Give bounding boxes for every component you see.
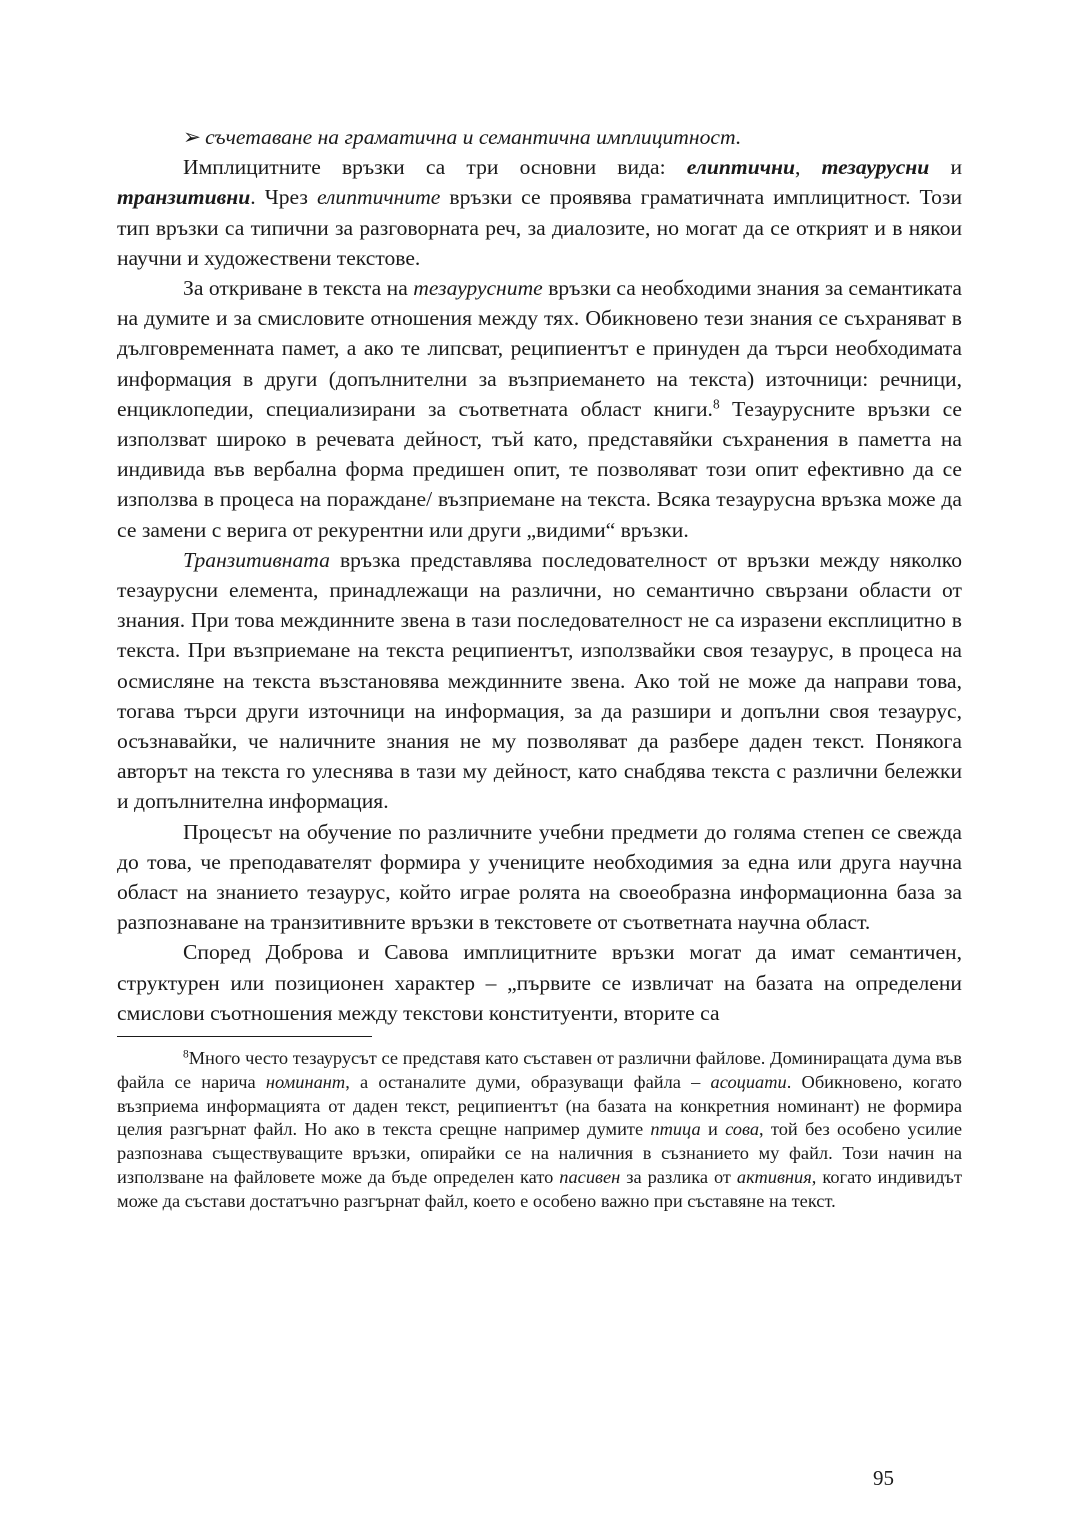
paragraph-2	[117, 273, 962, 545]
text-run: . Обикновено, когато възприема информацията от даден текст, реципиентът (на базата на конкретния номинант) не формира целия разгърнат файл. Но ако в текста срещне например думите	[117, 1071, 962, 1140]
emphasis: активния	[736, 1167, 812, 1188]
emphasis: тезаурусните	[413, 276, 543, 301]
page-content	[117, 122, 962, 1214]
page-number: 95	[873, 1466, 894, 1490]
footnote-8	[117, 1047, 962, 1214]
text-run: Имплицитните връзки са три основни вида:	[183, 155, 687, 180]
text-run: Според Доброва и Савова имплицитните връзки могат да имат семантичен, структурен или позиционен характер – „първите се извличат на базата на определени смислови съотношения между текстови конституенти, вторите са	[117, 940, 962, 1025]
text-run: . Чрез	[250, 185, 317, 210]
text-run: връзки са необходими знания за семантиката на думите и за смисловите отношения между тях. Обикновено тези знания се съхраняват в дълговременната памет, а ако те липсват, реципиентът е принуден да търси необходимата информация в други (допълнителни за възприемането на текста) източници: речници, енциклопедии, специализирани за съответната област книги.	[117, 276, 962, 421]
emphasis: птица	[650, 1119, 701, 1140]
bullet-item	[117, 122, 962, 152]
emphasis: елиптичните	[316, 185, 441, 210]
text-run: и	[929, 155, 962, 180]
main-text	[117, 122, 962, 1028]
text-run: връзка представлява последователност от връзки между няколко тезаурусни елемента, принадлежащи на различни, но семантично свързани области от знания. При това междинните звена в тази последователност не са изразени експлицитно в текста. При възприемане на текста реципиентът, използвайки своя тезаурус, в процеса на осмисляне на текста възстановява междинните звена. Ако той не може да направи това, тогава търси други източници на информация, за да разшири и допълни своя тезаурус, осъзнавайки, че наличните знания не му позволяват да разбере даден текст. Понякога авторът на текста го улеснява в тази му дейност, като снабдява текста с различни бележки и допълнителна информация.	[117, 547, 962, 814]
text-run: , когато индивидът може да състави достатъчно разгърнат файл, което е особено важно при съставяне на текст.	[117, 1167, 962, 1211]
text-run: за разлика от	[620, 1167, 737, 1188]
paragraph-5	[117, 937, 962, 1028]
text-run: За откриване в текста на	[183, 276, 414, 301]
footnote	[117, 1047, 962, 1214]
paragraph-4	[117, 817, 962, 938]
footnote-divider	[117, 1036, 372, 1037]
text-run: връзки се проявява граматичната имплицитност. Този тип връзки са типични за разговорната реч, за диалозите, но могат да се открият и в някои научни и художествени текстове.	[117, 185, 962, 270]
text-run: и	[700, 1119, 726, 1140]
text-run: Много често тезаурусът се представя като съставен от различни файлове. Доминиращата дума във файла се нарича	[117, 1048, 962, 1092]
emphasis: номинант	[265, 1071, 346, 1092]
term-transitive: транзитивни	[117, 185, 251, 210]
text-run: Тезаурусните връзки се използват широко в речевата дейност, тъй като, представяйки съхранения в паметта на индивида във вербална форма предишен опит, те позволяват този опит ефективно да се използва в процеса на пораждане/ възприемане на текста. Всяка тезаурусна връзка може да се замени с верига от рекурентни или други „видими“ връзки.	[117, 396, 963, 542]
text-run: , той без особено усилие разпознава съществуващите връзки, опирайки се на наличния в съзнанието му файл. Този начин на използване на файловете може да бъде определен като	[117, 1119, 963, 1188]
text-run: ,	[795, 155, 822, 180]
term-thesaurus: тезаурусни	[821, 155, 930, 180]
footnote-reference[interactable]: 8	[712, 396, 720, 412]
emphasis: асоциати	[710, 1071, 787, 1092]
text-run: Процесът на обучение по различните учебни предмети до голяма степен се свежда до това, че преподавателят формира у учениците необходимия за една или друга научна област на знанието тезаурус, който играе ролята на своеобразна информационна база за разпознаване на транзитивните връзки в текстовете от съответната научна област.	[117, 819, 962, 935]
bullet-text: съчетаване на граматична и семантична имплицитност.	[205, 125, 742, 149]
term-elliptic: елиптични	[686, 155, 796, 180]
text-run: , а останалите думи, образуващи файла –	[345, 1071, 711, 1092]
emphasis: пасивен	[559, 1167, 621, 1188]
emphasis: сова	[725, 1119, 760, 1140]
paragraph-1	[117, 152, 962, 273]
paragraph-3	[117, 545, 962, 817]
arrow-bullet-icon: ➢	[183, 125, 202, 149]
footnote-number: 8	[183, 1048, 189, 1061]
emphasis: Транзитивната	[183, 547, 330, 572]
